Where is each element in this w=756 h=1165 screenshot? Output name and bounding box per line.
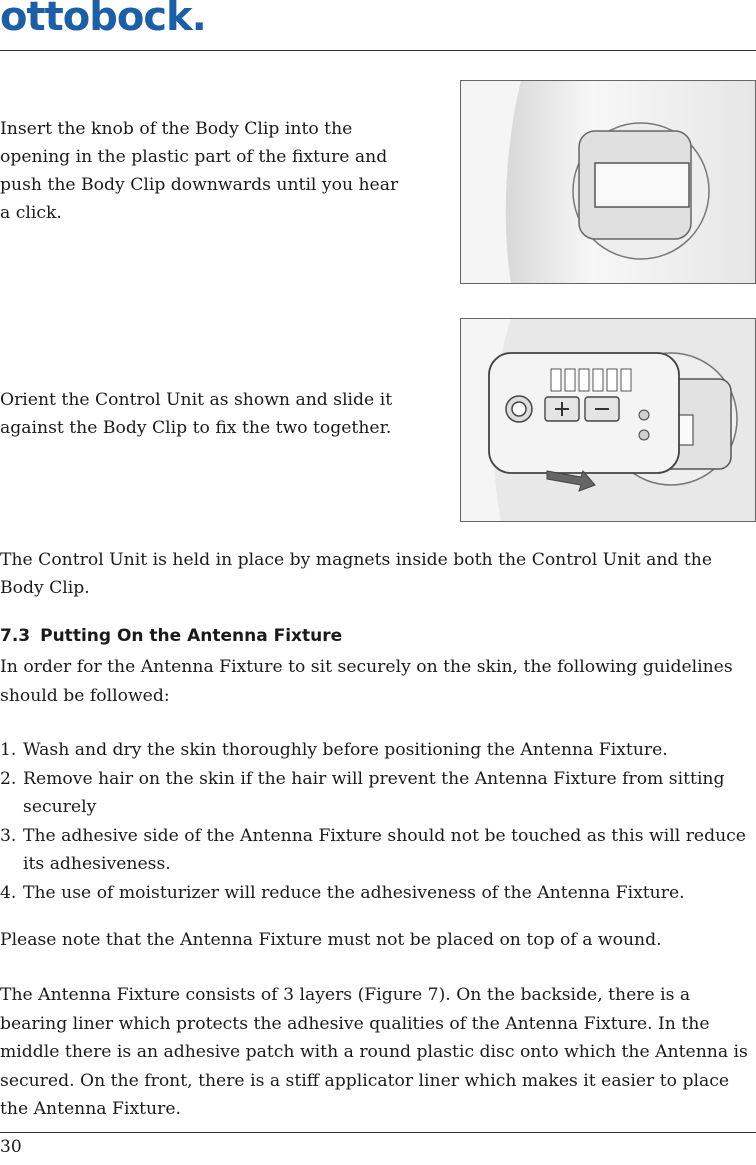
header-rule [0,50,756,51]
guideline-number: 2. [0,768,17,789]
guideline-text: The adhesive side of the Antenna Fixture should not be touched as this will reduce its adhesiveness. [23,825,746,874]
control-unit-instruction: Orient the Control Unit as shown and slide it against the Body Clip to fix the two together. [0,390,393,438]
guideline-number: 1. [0,740,17,760]
guideline-item [0,822,756,879]
guideline-number: 3. [0,825,17,846]
section-heading [0,626,342,646]
guideline-text: Remove hair on the skin if the hair will prevent the Antenna Fixture from sitting securely [23,768,725,817]
guideline-item [0,765,756,822]
clip-instruction: Insert the knob of the Body Clip into the opening in the plastic part of the fixture and push the Body Clip downwards until you hear a click. [0,119,399,223]
magnets-note: The Control Unit is held in place by magnets inside both the Control Unit and the Body Clip. [0,550,713,598]
wound-note: Please note that the Antenna Fixture must not be placed on top of a wound. [0,930,662,950]
guideline-number: 4. [0,882,17,903]
guideline-item [0,879,756,908]
guideline-item [0,736,756,765]
control-unit-figure [460,318,756,522]
guideline-text: Wash and dry the skin thoroughly before positioning the Antenna Fixture. [23,740,668,760]
section-intro: In order for the Antenna Fixture to sit securely on the skin, the following guidelines should be followed: [0,657,733,706]
section-title: Putting On the Antenna Fixture [40,626,343,646]
layers-description: The Antenna Fixture consists of 3 layers (Figure 7). On the backside, there is a bearing liner which protects the adhesive qualities of the Antenna Fixture. In the middle there is an adhesive patch with a round plastic disc onto which the Antenna is secured. On the front, there is a stiff applicator liner which makes it easier to place the Antenna Fixture. [0,985,748,1119]
guideline-text: The use of moisturizer will reduce the adhesiveness of the Antenna Fixture. [23,882,685,903]
control-unit-illustration [461,319,755,521]
footer-rule [0,1132,756,1133]
body-clip-illustration [461,81,755,283]
ottobock-logo: ottobock. [0,0,206,40]
body-clip-figure [460,80,756,284]
page-number: 30 [0,1137,22,1157]
section-number: 7.3 [0,626,31,646]
guidelines-list [0,736,756,907]
